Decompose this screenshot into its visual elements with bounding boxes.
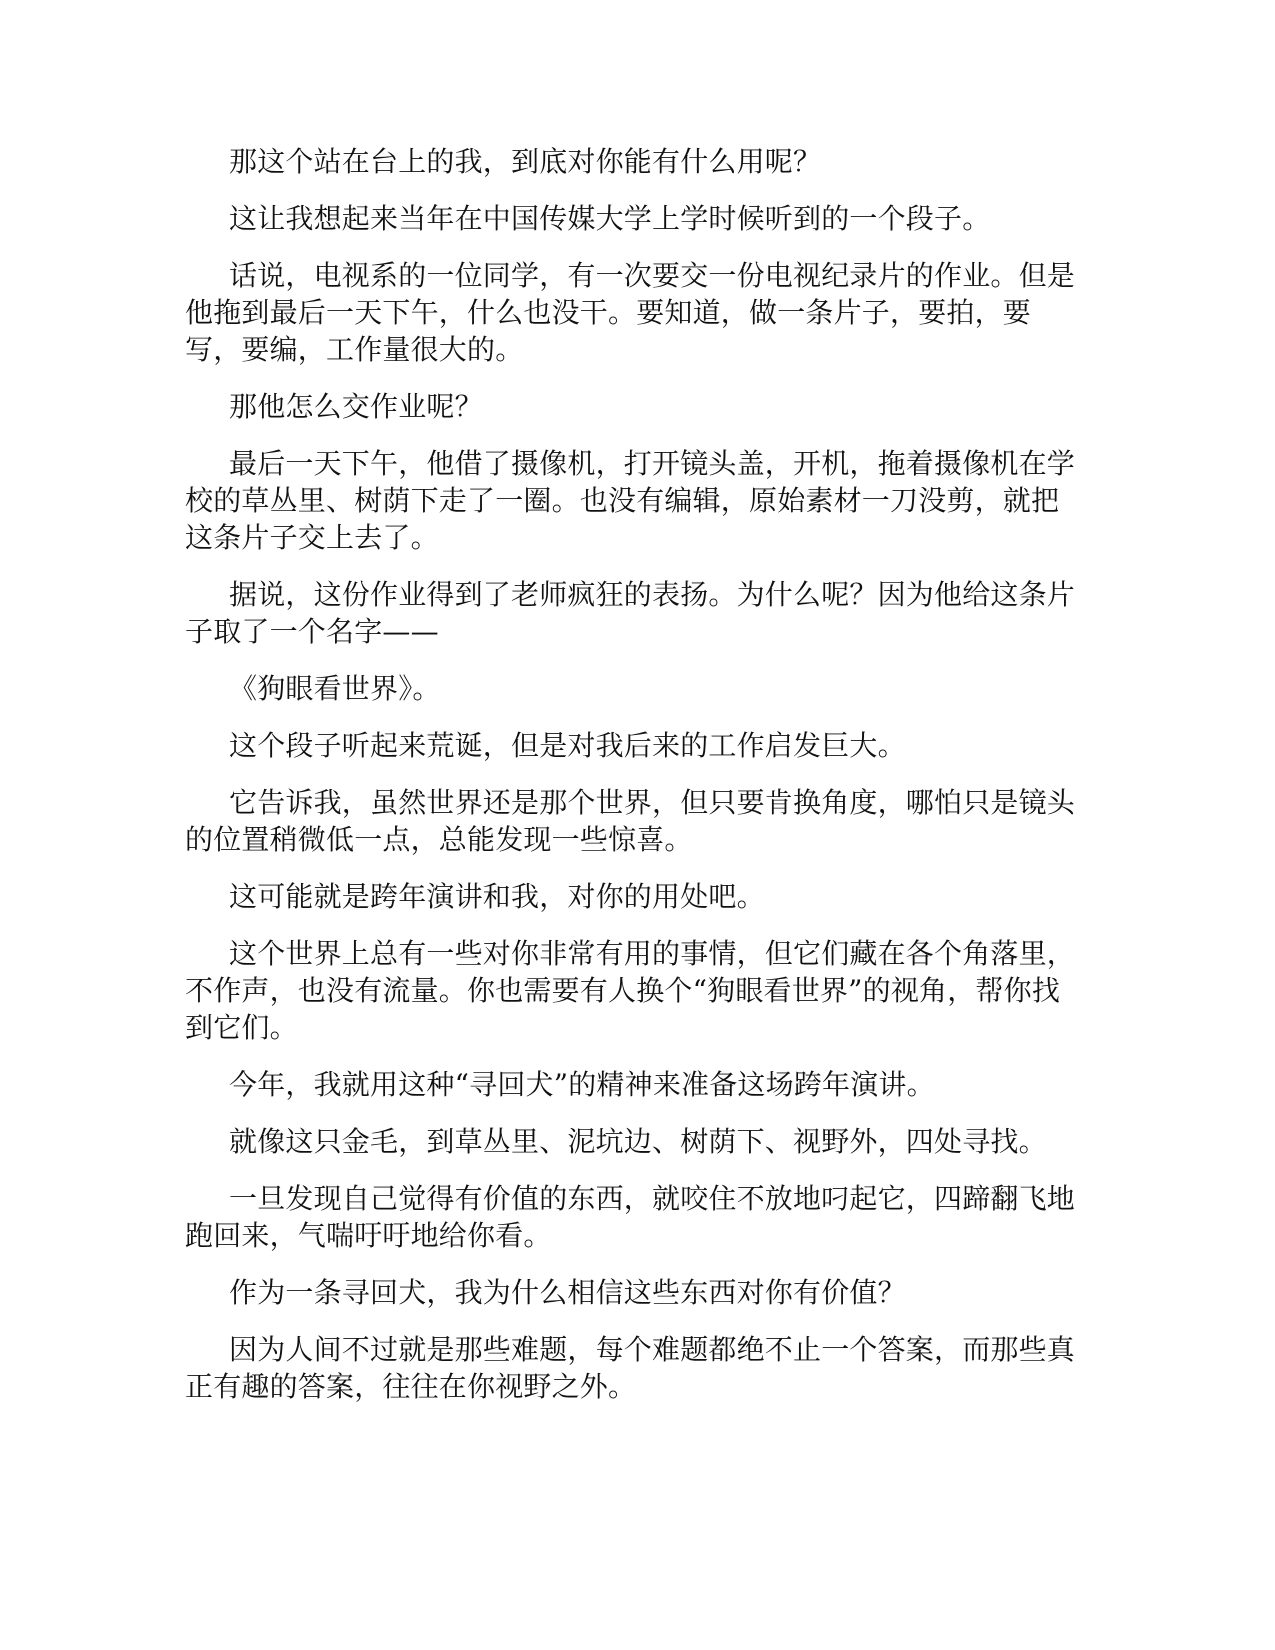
document-body [185,143,1085,1425]
paragraph: 据说，这份作业得到了老师疯狂的表扬。为什么呢？因为他给这条片子取了一个名字—— [185,578,1076,648]
paragraph: 作为一条寻回犬，我为什么相信这些东西对你有价值？ [229,1276,906,1309]
paragraph: 一旦发现自己觉得有价值的东西，就咬住不放地叼起它，四蹄翻飞地跑回来，气喘吁吁地给你看。 [185,1182,1076,1252]
paragraph: 这个世界上总有一些对你非常有用的事情，但它们藏在各个角落里，不作声，也没有流量。你也需要有人换个“狗眼看世界”的视角，帮你找到它们。 [185,937,1076,1044]
paragraph: 今年，我就用这种“寻回犬”的精神来准备这场跨年演讲。 [229,1068,935,1101]
paragraph: 那这个站在台上的我，到底对你能有什么用呢？ [229,145,822,178]
paragraph: 就像这只金毛，到草丛里、泥坑边、树荫下、视野外，四处寻找。 [229,1125,1047,1158]
paragraph: 这可能就是跨年演讲和我，对你的用处吧。 [229,880,765,913]
paragraph: 这个段子听起来荒诞，但是对我后来的工作启发巨大。 [229,729,906,762]
paragraph: 它告诉我，虽然世界还是那个世界，但只要肯换角度，哪怕只是镜头的位置稍微低一点，总能发现一些惊喜。 [185,786,1076,856]
paragraph: 话说，电视系的一位同学，有一次要交一份电视纪录片的作业。但是他拖到最后一天下午，什么也没干。要知道，做一条片子，要拍，要写，要编，工作量很大的。 [185,259,1076,366]
paragraph: 《狗眼看世界》。 [229,672,441,705]
paragraph: 这让我想起来当年在中国传媒大学上学时候听到的一个段子。 [229,202,991,235]
paragraph: 最后一天下午，他借了摄像机，打开镜头盖，开机，拖着摄像机在学校的草丛里、树荫下走了一圈。也没有编辑，原始素材一刀没剪，就把这条片子交上去了。 [185,447,1076,554]
paragraph: 因为人间不过就是那些难题，每个难题都绝不止一个答案，而那些真正有趣的答案，往往在你视野之外。 [185,1333,1076,1403]
paragraph: 那他怎么交作业呢？ [229,390,483,423]
